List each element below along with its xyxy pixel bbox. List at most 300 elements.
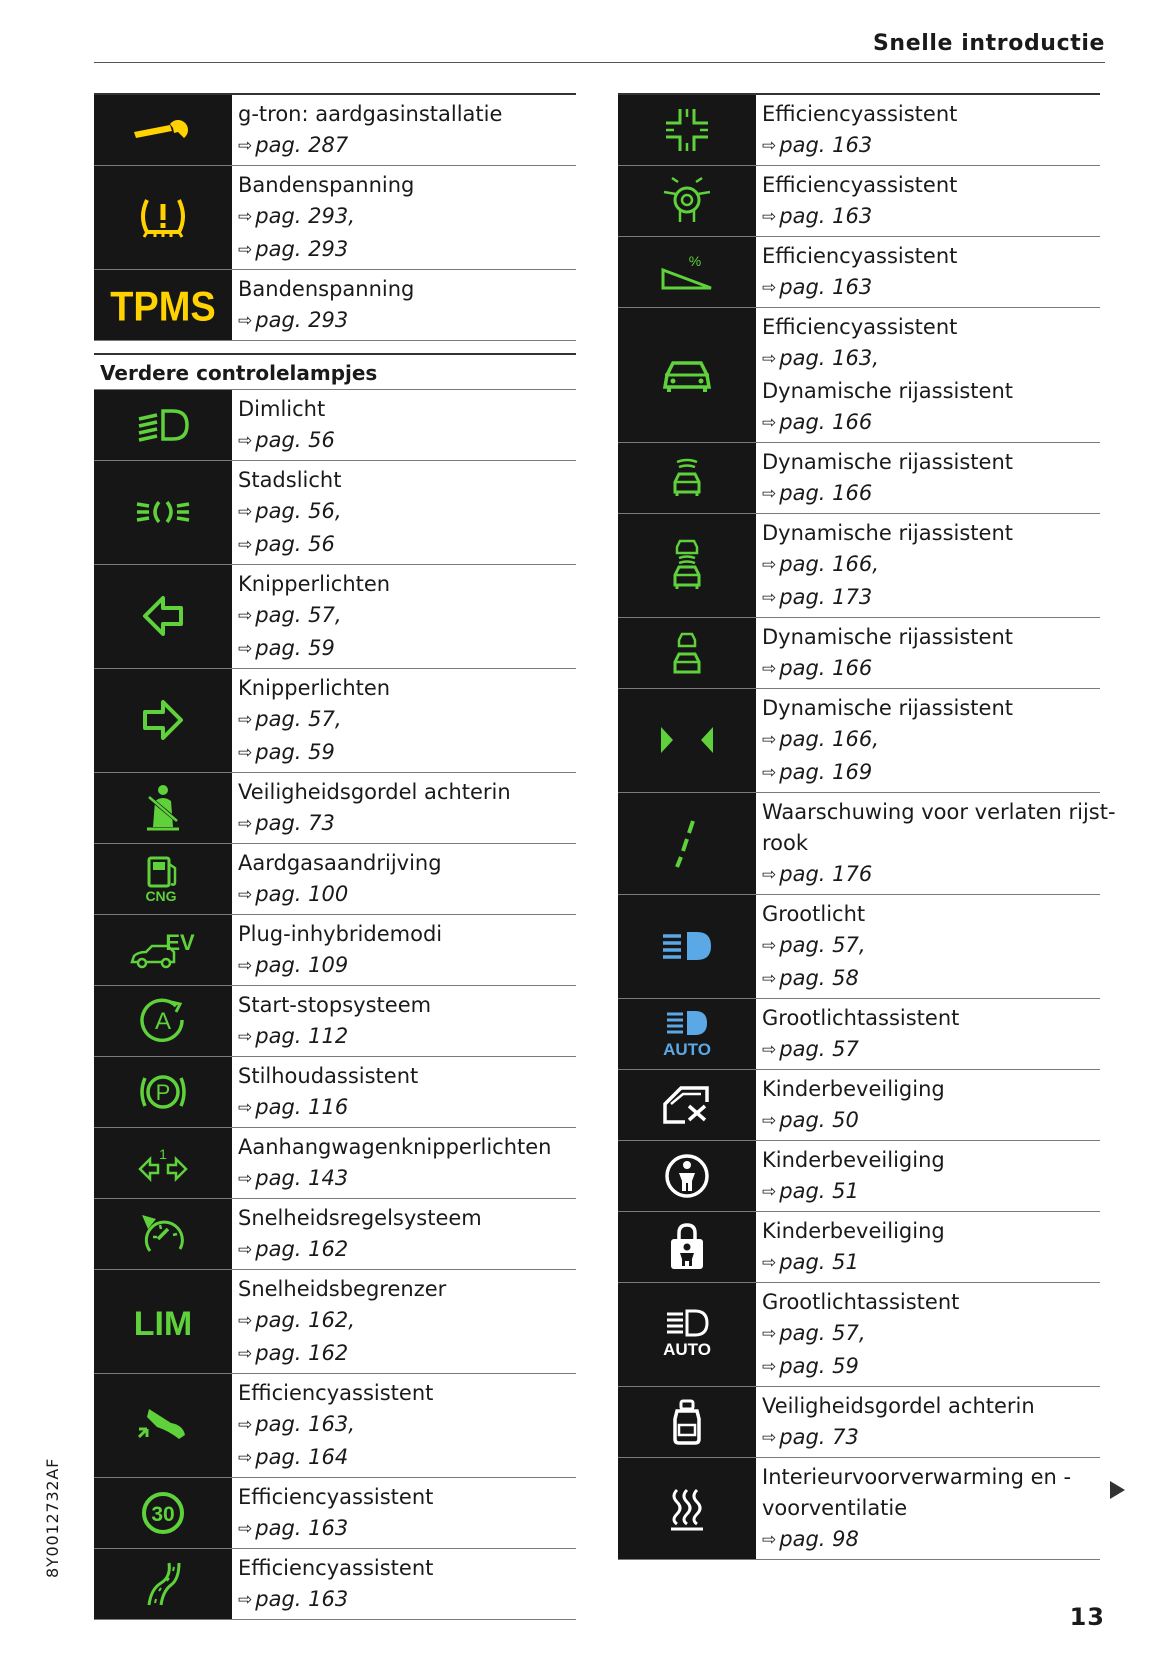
wrench-icon: [94, 95, 232, 165]
low-beam-icon: [94, 390, 232, 460]
reference-arrow-icon: ⇨: [238, 814, 253, 834]
reference-arrow-icon: ⇨: [762, 555, 777, 575]
document-code: 8Y0012732AF: [43, 1457, 62, 1578]
page-reference-text: pag. 51: [779, 1179, 859, 1203]
reference-arrow-icon: ⇨: [762, 1428, 777, 1448]
page-reference-link[interactable]: [238, 808, 576, 841]
page-reference-link[interactable]: [762, 272, 1100, 305]
indicator-lamps-list: [94, 390, 576, 1620]
row-description: [232, 986, 576, 1056]
page-reference-text: pag. 163: [779, 204, 873, 228]
page-reference-text: pag. 116: [255, 1095, 349, 1119]
page-reference-text: pag. 169: [779, 760, 873, 784]
reference-arrow-icon: ⇨: [238, 1415, 253, 1435]
page-reference-link[interactable]: [238, 879, 576, 912]
row-label: rook: [762, 831, 809, 855]
row-label: Dynamische rijassistent: [762, 379, 1013, 403]
two-cars-icon: [618, 618, 756, 688]
row-description: [232, 461, 576, 564]
row-label: Grootlichtassistent: [762, 1006, 960, 1030]
reference-arrow-icon: ⇨: [762, 1182, 777, 1202]
page-reference-text: pag. 57,: [255, 603, 342, 627]
trailer-indicator-label: 1: [159, 1145, 167, 1162]
page-reference-text: pag. 73: [779, 1425, 859, 1449]
left-column: [94, 93, 576, 1620]
page-reference-link[interactable]: [762, 478, 1100, 511]
parking-light-icon: [94, 461, 232, 564]
reference-arrow-icon: ⇨: [762, 413, 777, 433]
row-description: [232, 95, 576, 165]
page-reference-link[interactable]: [762, 859, 1116, 892]
slope-percent-label: %: [688, 252, 702, 269]
page-reference-link[interactable]: [238, 1442, 576, 1475]
row-label: Knipperlichten: [238, 676, 391, 700]
table-row: [618, 1458, 1100, 1560]
page-reference-text: pag. 164: [255, 1445, 349, 1469]
tpms-label: TPMS: [110, 283, 216, 330]
page-reference-text: pag. 58: [779, 966, 859, 990]
page-reference-link[interactable]: [762, 1524, 1100, 1557]
reference-arrow-icon: ⇨: [238, 710, 253, 730]
reference-arrow-icon: ⇨: [762, 1253, 777, 1273]
row-label: Aanhangwagenknipperlichten: [238, 1135, 552, 1159]
table-row: [94, 669, 576, 773]
reference-arrow-icon: ⇨: [238, 885, 253, 905]
page-reference-link[interactable]: [762, 963, 1100, 996]
page-reference-link[interactable]: [762, 407, 1100, 440]
continue-arrow-icon: [1110, 1481, 1125, 1499]
reference-arrow-icon: ⇨: [238, 535, 253, 555]
page-reference-text: pag. 73: [255, 811, 335, 835]
row-label: Grootlichtassistent: [762, 1290, 960, 1314]
page-reference-link[interactable]: [762, 757, 1100, 790]
row-description: [756, 1070, 1100, 1140]
table-row: [94, 390, 576, 461]
page-reference-text: pag. 163: [779, 133, 873, 157]
table-row: [94, 166, 576, 270]
row-label: Dynamische rijassistent: [762, 696, 1013, 720]
row-description: [232, 669, 576, 772]
row-label: Knipperlichten: [238, 572, 391, 596]
table-row: [618, 308, 1100, 443]
reference-arrow-icon: ⇨: [238, 1448, 253, 1468]
page-reference-link[interactable]: [762, 930, 1100, 963]
row-description: [756, 308, 1100, 442]
row-description: [756, 514, 1100, 617]
row-description: [756, 237, 1100, 307]
reference-arrow-icon: ⇨: [762, 1530, 777, 1550]
table-row: [618, 1212, 1100, 1283]
page-reference-text: pag. 163: [779, 275, 873, 299]
page-reference-text: pag. 176: [779, 862, 873, 886]
page-reference-link[interactable]: [762, 1318, 1100, 1351]
lim-label: LIM: [133, 1305, 193, 1343]
reference-arrow-icon: ⇨: [762, 659, 777, 679]
row-label: Dimlicht: [238, 397, 326, 421]
lane-markers-icon: [618, 689, 756, 792]
start-stop-icon: [94, 986, 232, 1056]
page-reference-text: pag. 57: [779, 1037, 859, 1061]
table-row: [94, 1270, 576, 1374]
reference-arrow-icon: ⇨: [762, 865, 777, 885]
reference-arrow-icon: ⇨: [762, 969, 777, 989]
reference-arrow-icon: ⇨: [238, 1098, 253, 1118]
table-row: [618, 95, 1100, 166]
table-row: [94, 986, 576, 1057]
speed-30-label: 30: [151, 1502, 175, 1526]
table-row: [618, 1141, 1100, 1212]
reference-arrow-icon: ⇨: [762, 1111, 777, 1131]
page-reference-text: pag. 57,: [779, 933, 866, 957]
intersection-icon: [618, 95, 756, 165]
table-row: [94, 844, 576, 915]
reference-arrow-icon: ⇨: [238, 1169, 253, 1189]
table-row: [618, 1070, 1100, 1141]
table-row: [618, 689, 1100, 793]
reference-arrow-icon: ⇨: [238, 136, 253, 156]
cruise-control-icon: [94, 1199, 232, 1269]
page-reference-link[interactable]: [238, 950, 576, 983]
page-reference-text: pag. 166: [779, 656, 873, 680]
row-label: g-tron: aardgasinstallatie: [238, 102, 503, 126]
ev-label: EV: [165, 929, 195, 955]
page-reference-text: pag. 109: [255, 953, 349, 977]
tire-pressure-icon: [94, 166, 232, 269]
rear-seatbelt-icon: [618, 1387, 756, 1457]
page-reference-text: pag. 173: [779, 585, 873, 609]
row-label: Aardgasaandrijving: [238, 851, 442, 875]
table-row: [94, 95, 576, 166]
row-label: Dynamische rijassistent: [762, 625, 1013, 649]
reference-arrow-icon: ⇨: [762, 1040, 777, 1060]
ev-car-icon: [94, 915, 232, 985]
table-row: [94, 565, 576, 669]
table-row: [94, 773, 576, 844]
car-distance-icon: [618, 443, 756, 513]
row-description: [232, 1270, 576, 1373]
page-reference-text: pag. 163: [255, 1516, 349, 1540]
row-description: [756, 1283, 1100, 1386]
row-description: [756, 1387, 1100, 1457]
page-header-title: Snelle introductie: [872, 31, 1105, 56]
row-label: Kinderbeveiliging: [762, 1077, 945, 1101]
page-reference-link[interactable]: [238, 1163, 576, 1196]
reference-arrow-icon: ⇨: [238, 431, 253, 451]
turn-right-icon: [94, 669, 232, 772]
row-description: [756, 443, 1100, 513]
page-reference-text: pag. 50: [779, 1108, 859, 1132]
row-description: [756, 689, 1100, 792]
page-reference-text: pag. 56: [255, 532, 335, 556]
page-reference-text: pag. 166: [779, 481, 873, 505]
page-reference-link[interactable]: [762, 1351, 1100, 1384]
table-row: [618, 237, 1100, 308]
reference-arrow-icon: ⇨: [238, 1240, 253, 1260]
row-label: Stilhoudassistent: [238, 1064, 419, 1088]
car-front-icon: [618, 308, 756, 442]
page-reference-text: pag. 293: [255, 308, 349, 332]
row-label: Efficiencyassistent: [762, 102, 958, 126]
row-description: [232, 844, 576, 914]
high-beam-auto-label: AUTO: [663, 1039, 711, 1059]
page-reference-text: pag. 143: [255, 1166, 349, 1190]
table-row: [618, 999, 1100, 1070]
page-reference-text: pag. 293,: [255, 204, 355, 228]
row-description: [232, 1374, 576, 1477]
row-label: voorventilatie: [762, 1496, 908, 1520]
reference-arrow-icon: ⇨: [238, 502, 253, 522]
row-label: Efficiencyassistent: [238, 1381, 434, 1405]
row-description: [756, 166, 1100, 236]
row-description: [756, 793, 1116, 894]
row-description: [232, 270, 576, 340]
row-description: [232, 1478, 576, 1548]
row-label: Grootlicht: [762, 902, 866, 926]
row-label: Start-stopsysteem: [238, 993, 432, 1017]
page-number: 13: [1069, 1603, 1105, 1631]
row-description: [756, 618, 1100, 688]
reference-arrow-icon: ⇨: [762, 484, 777, 504]
table-row: [618, 1283, 1100, 1387]
reference-arrow-icon: ⇨: [238, 639, 253, 659]
reference-arrow-icon: ⇨: [238, 311, 253, 331]
page-reference-link[interactable]: [238, 1338, 576, 1371]
speed-30-icon: [94, 1478, 232, 1548]
reference-arrow-icon: ⇨: [238, 1519, 253, 1539]
reference-arrow-icon: ⇨: [762, 136, 777, 156]
reference-arrow-icon: ⇨: [762, 207, 777, 227]
page-reference-text: pag. 51: [779, 1250, 859, 1274]
reference-arrow-icon: ⇨: [238, 1344, 253, 1364]
seatbelt-icon: [94, 773, 232, 843]
page-reference-link[interactable]: [762, 1422, 1100, 1455]
table-row: [618, 514, 1100, 618]
page-reference-link[interactable]: [762, 201, 1100, 234]
turn-left-icon: [94, 565, 232, 668]
table-row: [94, 1057, 576, 1128]
slope-percent-icon: [618, 237, 756, 307]
page-reference-text: pag. 166,: [779, 727, 879, 751]
row-description: [232, 166, 576, 269]
table-row: [618, 1387, 1100, 1458]
row-label: Kinderbeveiliging: [762, 1148, 945, 1172]
page-reference-link[interactable]: [762, 1247, 1100, 1280]
row-description: [756, 1212, 1100, 1282]
page-reference-text: pag. 293: [255, 237, 349, 261]
speed-limiter-icon: [94, 1270, 232, 1373]
efficiency-foot-icon: [94, 1374, 232, 1477]
table-row: [618, 793, 1116, 895]
table-row: [94, 915, 576, 986]
row-description: [232, 565, 576, 668]
page-reference-text: pag. 163,: [779, 346, 879, 370]
row-description: [232, 1549, 576, 1619]
lane-departure-icon: [618, 793, 756, 894]
page-reference-text: pag. 100: [255, 882, 349, 906]
page-reference-text: pag. 57,: [779, 1321, 866, 1345]
page-reference-link[interactable]: [238, 1584, 576, 1617]
page-reference-link[interactable]: [762, 1176, 1100, 1209]
page-reference-link[interactable]: [762, 343, 1100, 376]
page-reference-link[interactable]: [238, 1409, 576, 1442]
reference-arrow-icon: ⇨: [238, 240, 253, 260]
page-reference-link[interactable]: [238, 1305, 576, 1338]
row-label: Bandenspanning: [238, 173, 415, 197]
reference-arrow-icon: ⇨: [238, 1027, 253, 1047]
page-reference-text: pag. 162: [255, 1237, 349, 1261]
row-label: Efficiencyassistent: [238, 1485, 434, 1509]
reference-arrow-icon: ⇨: [238, 1590, 253, 1610]
page-reference-text: pag. 59: [255, 740, 335, 764]
car-follow-icon: [618, 514, 756, 617]
indicator-lamps-list-continued: [618, 95, 1116, 1560]
window-lock-icon: [618, 1070, 756, 1140]
child-icon: [618, 1141, 756, 1211]
page-reference-link[interactable]: [238, 600, 576, 633]
trailer-indicator-icon: [94, 1128, 232, 1198]
page-reference-link[interactable]: [238, 1021, 576, 1054]
page-reference-link[interactable]: [238, 1234, 576, 1267]
reference-arrow-icon: ⇨: [762, 588, 777, 608]
row-label: Plug-inhybridemodi: [238, 922, 443, 946]
row-label: Snelheidsregelsysteem: [238, 1206, 482, 1230]
page-reference-link[interactable]: [238, 425, 576, 458]
table-row: [94, 270, 576, 341]
high-beam-assist-label: AUTO: [663, 1340, 711, 1359]
reference-arrow-icon: ⇨: [762, 730, 777, 750]
header-divider: [94, 62, 1105, 63]
page-reference-text: pag. 162,: [255, 1308, 355, 1332]
hold-assist-label: P: [155, 1079, 171, 1105]
reference-arrow-icon: ⇨: [762, 1357, 777, 1377]
row-label: Bandenspanning: [238, 277, 415, 301]
table-row: [618, 618, 1100, 689]
row-label: Veiligheidsgordel achterin: [238, 780, 511, 804]
page-reference-text: pag. 56: [255, 428, 335, 452]
table-row: [94, 461, 576, 565]
page-reference-link[interactable]: [762, 582, 1100, 615]
section-heading: Verdere controlelampjes: [94, 355, 576, 390]
page-reference-link[interactable]: [762, 1105, 1100, 1138]
hold-assist-icon: [94, 1057, 232, 1127]
row-description: [232, 773, 576, 843]
page-reference-text: pag. 162: [255, 1341, 349, 1365]
table-row: [618, 166, 1100, 237]
page-reference-link[interactable]: [762, 130, 1100, 163]
reference-arrow-icon: ⇨: [238, 956, 253, 976]
page-reference-link[interactable]: [238, 1092, 576, 1125]
high-beam-icon: [618, 895, 756, 998]
table-row: [94, 1478, 576, 1549]
page-reference-text: pag. 56,: [255, 499, 342, 523]
row-description: [232, 1199, 576, 1269]
page-reference-link[interactable]: [238, 305, 576, 338]
page-reference-link[interactable]: [238, 234, 576, 267]
reference-arrow-icon: ⇨: [762, 349, 777, 369]
page-reference-text: pag. 166,: [779, 552, 879, 576]
table-row: [94, 1128, 576, 1199]
reference-arrow-icon: ⇨: [762, 763, 777, 783]
page-reference-link[interactable]: [238, 201, 576, 234]
row-label: Efficiencyassistent: [762, 173, 958, 197]
page-reference-link[interactable]: [762, 549, 1100, 582]
row-label: Snelheidsbegrenzer: [238, 1277, 447, 1301]
table-row: [94, 1374, 576, 1478]
reference-arrow-icon: ⇨: [238, 606, 253, 626]
high-beam-assist-icon: [618, 1283, 756, 1386]
reference-arrow-icon: ⇨: [238, 207, 253, 227]
row-label: Dynamische rijassistent: [762, 450, 1013, 474]
reference-arrow-icon: ⇨: [762, 1324, 777, 1344]
page-reference-link[interactable]: [762, 724, 1100, 757]
table-row: [94, 1549, 576, 1620]
page-reference-text: pag. 163,: [255, 1412, 355, 1436]
page-reference-link[interactable]: [238, 704, 576, 737]
table-row: [618, 443, 1100, 514]
row-label: Waarschuwing voor verlaten rijst-: [762, 800, 1116, 824]
cng-label: CNG: [145, 887, 177, 904]
row-description: [756, 999, 1100, 1069]
page-reference-link[interactable]: [762, 653, 1100, 686]
row-label: Stadslicht: [238, 468, 342, 492]
row-description: [756, 895, 1100, 998]
row-label: Efficiencyassistent: [762, 244, 958, 268]
table-row: [94, 1199, 576, 1270]
tpms-icon: [94, 270, 232, 340]
cng-fuel-icon: [94, 844, 232, 914]
page-reference-link[interactable]: [238, 529, 576, 562]
page-reference-link[interactable]: [238, 633, 576, 666]
row-label: Efficiencyassistent: [762, 315, 958, 339]
row-description: [232, 1057, 576, 1127]
reference-arrow-icon: ⇨: [762, 278, 777, 298]
reference-arrow-icon: ⇨: [238, 743, 253, 763]
page-reference-text: pag. 163: [255, 1587, 349, 1611]
row-description: [232, 915, 576, 985]
page-reference-link[interactable]: [238, 737, 576, 770]
reference-arrow-icon: ⇨: [762, 936, 777, 956]
child-lock-icon: [618, 1212, 756, 1282]
roundabout-icon: [618, 166, 756, 236]
winding-road-icon: [94, 1549, 232, 1619]
page-reference-text: pag. 166: [779, 410, 873, 434]
row-description: [756, 1458, 1100, 1559]
page-reference-text: pag. 98: [779, 1527, 859, 1551]
start-stop-label: A: [154, 1007, 172, 1035]
table-row: [618, 895, 1100, 999]
page-reference-text: pag. 59: [779, 1354, 859, 1378]
page-reference-link[interactable]: [762, 1034, 1100, 1067]
row-label: Kinderbeveiliging: [762, 1219, 945, 1243]
page-reference-link[interactable]: [238, 1513, 576, 1546]
row-description: [756, 1141, 1100, 1211]
row-label: Interieurvoorverwarming en -: [762, 1465, 1072, 1489]
row-description: [232, 390, 576, 460]
warning-lamps-list: [94, 95, 576, 341]
heating-icon: [618, 1458, 756, 1559]
row-description: [232, 1128, 576, 1198]
page-reference-text: pag. 59: [255, 636, 335, 660]
row-label: Efficiencyassistent: [238, 1556, 434, 1580]
page-reference-text: pag. 57,: [255, 707, 342, 731]
row-label: Veiligheidsgordel achterin: [762, 1394, 1035, 1418]
right-column: [618, 93, 1116, 1560]
page-reference-link[interactable]: [238, 496, 576, 529]
page-reference-text: pag. 112: [255, 1024, 349, 1048]
page-reference-link[interactable]: [238, 130, 576, 163]
row-label: Dynamische rijassistent: [762, 521, 1013, 545]
row-description: [756, 95, 1100, 165]
